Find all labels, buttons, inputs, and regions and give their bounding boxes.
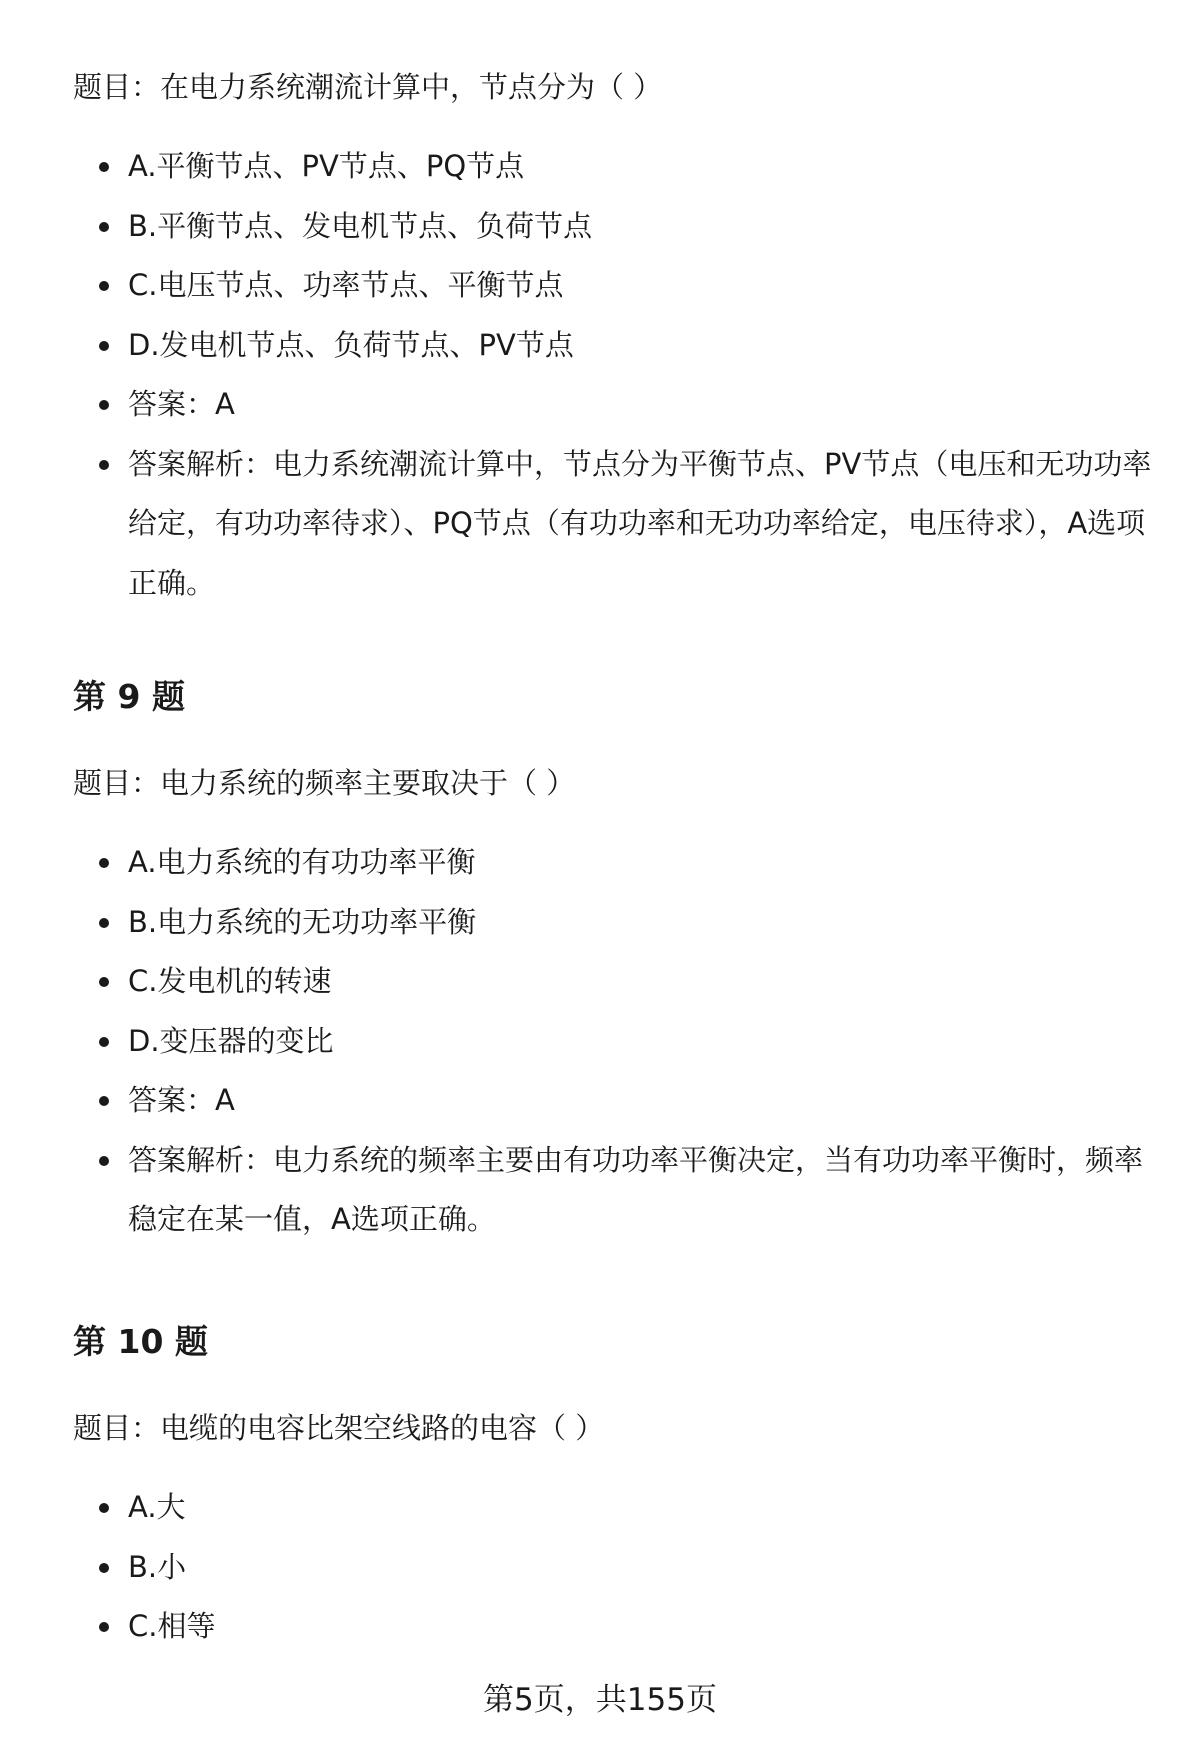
option-text: D.发电机节点、负荷节点、PV节点	[128, 327, 574, 362]
analysis-text: 答案解析：电力系统潮流计算中，节点分为平衡节点、PV节点（电压和无功功率给定，有功功率待求）、PQ节点（有功功率和无功功率给定，电压待求），A选项正确。	[128, 446, 1152, 600]
question-heading: 第 10 题	[73, 1322, 208, 1361]
option-text: C.电压节点、功率节点、平衡节点	[128, 268, 564, 302]
bullet-icon	[99, 1622, 109, 1632]
bullet-icon	[99, 460, 109, 470]
bullet-icon	[99, 1037, 109, 1047]
question-8	[73, 65, 1163, 613]
bullet-icon	[99, 977, 109, 987]
answer-analysis	[73, 435, 1163, 614]
question-stem: 题目：电缆的电容比架空线路的电容（ ）	[73, 1411, 605, 1445]
option-list	[73, 833, 1163, 1250]
bullet-icon	[99, 1156, 109, 1166]
option-text: B.平衡节点、发电机节点、负荷节点	[128, 208, 593, 243]
option-d	[73, 1012, 1163, 1072]
option-text: A.平衡节点、PV节点、PQ节点	[128, 149, 525, 183]
option-b	[73, 197, 1163, 257]
question-10	[73, 1320, 1163, 1657]
bullet-icon	[99, 341, 109, 351]
answer	[73, 375, 1163, 435]
option-text: B.小	[128, 1549, 187, 1584]
question-stem: 题目：在电力系统潮流计算中，节点分为（ ）	[73, 70, 663, 104]
option-c	[73, 1597, 1163, 1657]
option-a	[73, 137, 1163, 197]
option-b	[73, 1538, 1163, 1598]
option-b	[73, 893, 1163, 953]
bullet-icon	[99, 918, 109, 928]
bullet-icon	[99, 1096, 109, 1106]
option-d	[73, 316, 1163, 376]
answer	[73, 1071, 1163, 1131]
bullet-icon	[99, 281, 109, 291]
option-list	[73, 1478, 1163, 1657]
bullet-icon	[99, 858, 109, 868]
option-list	[73, 137, 1163, 613]
answer-text: 答案：A	[128, 387, 235, 421]
option-text: B.电力系统的无功功率平衡	[128, 904, 477, 939]
question-heading: 第 9 题	[73, 677, 185, 716]
option-c	[73, 952, 1163, 1012]
option-text: C.发电机的转速	[128, 964, 332, 998]
option-text: A.电力系统的有功功率平衡	[128, 845, 476, 879]
option-text: D.变压器的变比	[128, 1023, 334, 1058]
bullet-icon	[99, 1563, 109, 1573]
bullet-icon	[99, 222, 109, 232]
option-a	[73, 833, 1163, 893]
bullet-icon	[99, 400, 109, 410]
bullet-icon	[99, 162, 109, 172]
answer-analysis	[73, 1131, 1163, 1250]
answer-text: 答案：A	[128, 1083, 235, 1117]
question-stem: 题目：电力系统的频率主要取决于（ ）	[73, 766, 576, 800]
analysis-text: 答案解析：电力系统的频率主要由有功功率平衡决定，当有功功率平衡时，频率稳定在某一值，A选项正确。	[128, 1142, 1144, 1236]
bullet-icon	[99, 1503, 109, 1513]
option-text: A.大	[128, 1490, 186, 1524]
option-text: C.相等	[128, 1609, 216, 1643]
option-c	[73, 256, 1163, 316]
option-a	[73, 1478, 1163, 1538]
question-9	[73, 675, 1163, 1250]
page-footer: 第5页，共155页	[483, 1682, 717, 1718]
